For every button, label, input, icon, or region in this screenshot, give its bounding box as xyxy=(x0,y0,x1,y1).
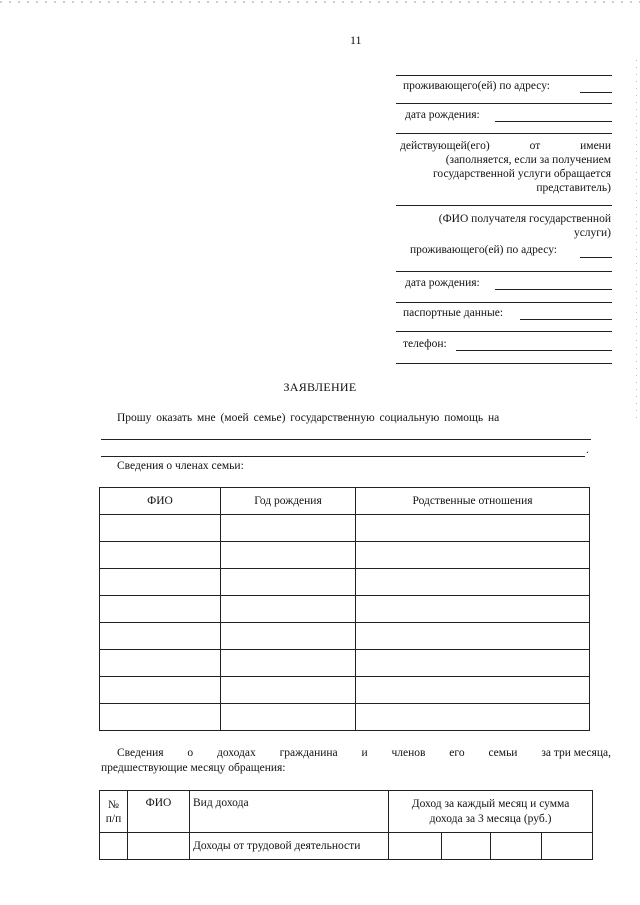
cell-fio[interactable] xyxy=(100,596,221,623)
dob-label-2: дата рождения: xyxy=(405,277,480,289)
acting-line-3: государственной услуги обращается xyxy=(432,168,611,180)
phone-label: телефон: xyxy=(403,338,447,350)
income-table-header xyxy=(100,791,593,833)
family-table-header xyxy=(100,488,590,515)
cell-month-1[interactable] xyxy=(389,833,442,860)
page-number: 11 xyxy=(350,33,362,47)
cell-fio[interactable] xyxy=(100,677,221,704)
cell-relationship[interactable] xyxy=(356,704,590,731)
word: о xyxy=(187,747,194,759)
line-end-period: . xyxy=(586,444,589,456)
header-birth-year: Год рождения xyxy=(221,488,356,515)
document-title: ЗАЯВЛЕНИЕ xyxy=(283,380,357,394)
representative-line[interactable] xyxy=(396,205,612,206)
cell-fio[interactable] xyxy=(100,569,221,596)
passport-field-line[interactable] xyxy=(520,319,612,320)
cell-relationship[interactable] xyxy=(356,569,590,596)
recipient-line-1: (ФИО получателя государственной xyxy=(438,213,611,225)
dob-field-line-2[interactable] xyxy=(495,289,612,290)
word: Сведения xyxy=(117,747,164,759)
family-heading: Сведения о членах семьи: xyxy=(117,460,244,472)
request-field-line-1[interactable] xyxy=(101,439,591,440)
acting-line-4: представитель) xyxy=(536,182,611,194)
request-field-line-2[interactable] xyxy=(101,456,585,457)
table-row xyxy=(100,569,590,596)
table-row xyxy=(100,704,590,731)
cell-relationship[interactable] xyxy=(356,542,590,569)
cell-birth-year[interactable] xyxy=(221,677,356,704)
word: и xyxy=(361,747,368,759)
phone-field-line[interactable] xyxy=(456,350,612,351)
cell-birth-year[interactable] xyxy=(221,569,356,596)
cell-num[interactable] xyxy=(100,833,128,860)
cell-relationship[interactable] xyxy=(356,515,590,542)
blank-line xyxy=(396,271,612,272)
income-text-line-2: предшествующие месяцу обращения: xyxy=(101,762,286,774)
header-monthly-income: Доход за каждый месяц и сумма дохода за 3 месяца (руб.) xyxy=(389,791,593,833)
word: гражданина xyxy=(279,747,338,759)
header-relationship: Родственные отношения xyxy=(356,488,590,515)
income-text-line-1 xyxy=(117,746,611,760)
word: семьи xyxy=(488,747,518,759)
cell-relationship[interactable] xyxy=(356,677,590,704)
cell-birth-year[interactable] xyxy=(221,596,356,623)
cell-fio[interactable] xyxy=(100,650,221,677)
header-fio: ФИО xyxy=(128,791,190,833)
cell-total[interactable] xyxy=(542,833,593,860)
cell-income-type: Доходы от трудовой деятельности xyxy=(190,833,389,860)
table-row xyxy=(100,833,593,860)
word: доходах xyxy=(216,747,256,759)
blank-line xyxy=(396,133,612,134)
cell-birth-year[interactable] xyxy=(221,704,356,731)
table-row xyxy=(100,623,590,650)
scan-artifact-top xyxy=(0,1,640,3)
table-row xyxy=(100,515,590,542)
recipient-line-2: услуги) xyxy=(573,227,611,239)
cell-relationship[interactable] xyxy=(356,650,590,677)
cell-month-3[interactable] xyxy=(491,833,542,860)
blank-line xyxy=(396,331,612,332)
word: его xyxy=(449,747,465,759)
passport-label: паспортные данные: xyxy=(403,307,504,319)
acting-line-2: (заполняется, если за получением xyxy=(445,154,611,166)
table-row xyxy=(100,650,590,677)
cell-birth-year[interactable] xyxy=(221,515,356,542)
blank-line xyxy=(396,302,612,303)
cell-fio[interactable] xyxy=(100,623,221,650)
table-row xyxy=(100,677,590,704)
header-income-type: Вид дохода xyxy=(190,791,389,833)
cell-fio[interactable] xyxy=(100,515,221,542)
table-row xyxy=(100,596,590,623)
word: членов xyxy=(391,747,426,759)
header-fio: ФИО xyxy=(100,488,221,515)
table-row xyxy=(100,542,590,569)
cell-birth-year[interactable] xyxy=(221,650,356,677)
blank-line xyxy=(396,363,612,364)
dob-field-line[interactable] xyxy=(495,121,612,122)
scan-artifact-edge xyxy=(636,60,637,420)
cell-month-2[interactable] xyxy=(442,833,491,860)
address-field-line[interactable] xyxy=(580,92,612,93)
blank-line xyxy=(396,75,612,76)
address-label: проживающего(ей) по адресу: xyxy=(403,80,550,92)
cell-fio[interactable] xyxy=(100,704,221,731)
word: за три месяца, xyxy=(541,747,611,759)
header-num: № п/п xyxy=(100,791,128,833)
request-text: Прошу оказать мне (моей семье) государственную социальную помощь на xyxy=(117,412,500,424)
cell-relationship[interactable] xyxy=(356,623,590,650)
cell-fio[interactable] xyxy=(128,833,190,860)
family-table xyxy=(99,487,590,731)
cell-relationship[interactable] xyxy=(356,596,590,623)
dob-label: дата рождения: xyxy=(405,109,480,121)
address-label-2: проживающего(ей) по адресу: xyxy=(410,244,557,256)
cell-birth-year[interactable] xyxy=(221,623,356,650)
blank-line xyxy=(396,103,612,104)
income-table xyxy=(99,790,593,860)
cell-fio[interactable] xyxy=(100,542,221,569)
cell-birth-year[interactable] xyxy=(221,542,356,569)
acting-line-1: действующей(его) от имени xyxy=(400,140,611,152)
address-field-line-2[interactable] xyxy=(580,257,612,258)
